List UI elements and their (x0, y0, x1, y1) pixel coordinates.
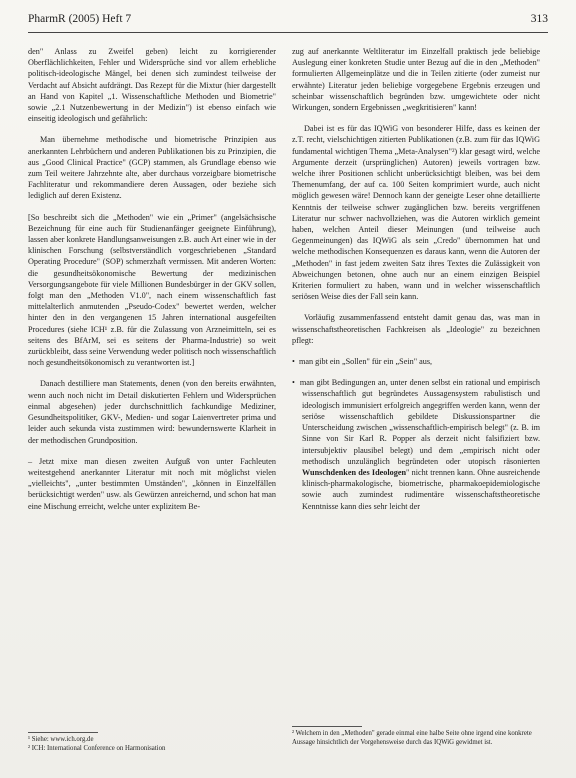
footnote-rule-right (292, 726, 362, 727)
footnote-1: ¹ Siehe: www.ich.org.de (28, 736, 94, 743)
bullet-2-emphasis: Wunschdenken des Ideologen (302, 467, 407, 477)
header-rule (28, 32, 548, 33)
left-paragraph-3: [So beschreibt sich die „Methoden" wie ein „Primer" (angelsächsische Bezeichnung für eine auch für Studienanfänger geeignete Einführung), lassen aber konkrete Handlungsanweisungen z.B. auch Art einer wie in der klinischen Forschung (selbstverständlich vorgeschriebenen „Standard Operating Procedure" (SOP) schmerzhaft vermissen. Mit anderen Worten: die gesundheitsökonomische Bewertung der medizinischen Versorgungsangebote für viele Millionen Bundesbürger in der GKV sollen, folgt man den „Methoden V1.0", nach einem wissenschaftlich fast mittelalterlich anmutenden „Pseudo-Codex" bewertet werden, welcher hinter den in den vergangenen 15 Jahren international ausgefeilten Procedures (siehe ICH¹ z.B. für die Zulassung von Arzneimitteln, sei es seitens des BfArM, sei es seitens der Pharma-Industrie) so weit zurückbleibt, dass seine Verwendung weder politisch noch wissenschaftlich noch gesundheitsökonomisch zu verantworten ist.] (28, 212, 276, 368)
bullet-item-1: • man gibt ein „Sollen" für ein „Sein" aus, (292, 356, 540, 367)
right-paragraph-1: zug auf anerkannte Weltliteratur im Einzelfall praktisch jede beliebige Auslegung einer konkreten Studie unter Bezug auf die in den „Methoden" formulierten Allgemeinplätze und die in Teilen zitierte (oder zumeist nur erwähnte) Literatur jeden beliebige vorgegebene Ergebnis erzeugen und scheinbar wissenschaftlich begründen bzw. umgewichtete oder nicht Wirkungen, sondern Ergebnissen „wegkritisieren" kann! (292, 47, 540, 113)
left-paragraph-2: Man übernehme methodische und biometrische Prinzipien aus anerkannten Lehrbüchern und anderen Publikationen bis zu Prinzipien, die aus „Good Clinical Practice" (GCP) stammen, als Grundlage ebenso wie zum Teil weitere Jahrzehnte alte, aber durchaus vorzeigbare biometrische Fachliteratur und rekommandiere deren Aussagen, oder beziehe sich lediglich auf deren Existenz. (28, 135, 276, 201)
footnote-2: ² ICH: International Conference on Harmonisation (28, 744, 166, 752)
page-header (28, 10, 548, 28)
right-footnotes (292, 726, 540, 747)
footnote-3: ² Welchem in den „Methoden" gerade einmal eine halbe Seite ohne irgend eine konkrete Aussage hinsichtlich der Vorgehensweise durch das IQWiG gewidmet ist. (292, 730, 532, 746)
left-paragraph-1: den" Anlass zu Zweifel geben) leicht zu korrigierender Oberflächlichkeiten, Fehler und Widersprüche sind vor allem erhebliche politisch-ideologische Mängel, bei denen sich zumindest teilweise der Verdacht auf Absicht aufdrängt. Das Rezept für die Mixtur (hier dargestellt an Hand von Kapitel „1. Wissenschaftliche Methoden und Biometrie" sowie „2.1 Nutzenbewertung in der Medizin") ist ebenso einfach wie einseitig ideologisch und gefährlich: (28, 47, 276, 124)
left-footnotes (28, 732, 276, 753)
bullet-2-text-b: " nicht trennen kann. Ohne ausreichende klinisch-pharmakologische, biometrische, pharmakoepidemiologische sowie auch zumindest rudimentäre wissenschaftstheoretische Kenntnisse kann dies sehr leicht der (302, 467, 540, 511)
bullet-2-text-a: man gibt Bedingungen an, unter denen selbst ein rational und empirisch wissenschaftlich gut begründetes Aussagensystem rabulistisch und ideologisch immunisiert erfolgreich angegriffen werden kann, wenn der seriöse wissenschaftlich gebildete Diskussionspartner die Unterscheidung zwischen „wissenschaftlich-empirisch belegt" (z. B. im Sinne von Sir Karl R. Popper als derzeit nicht falsifiziert bzw. intersubjektiv plausibel belegt) und dem „empirisch nicht oder methodisch unzulänglich begründeten oder utopisch räsonierten (299, 378, 540, 466)
left-paragraph-5: – Jetzt mixe man diesen zweiten Aufguß von unter Fachleuten weitestgehend anerkannter Literatur mit noch mit möglichst vielen „vielleichts", „unter bestimmten Umständen", „können in Einzelfällen berücksichtigt werden" usw. als Gewürzen anreichernd, und schon hat man eine Mischung erreicht, welche unter explizitem Be- (28, 456, 276, 511)
journal-title: PharmR (2005) Heft 7 (28, 13, 132, 25)
bullet-item-2 (292, 377, 540, 511)
page-number: 313 (530, 13, 548, 25)
right-paragraph-3: Vorläufig zusammenfassend entsteht damit genau das, was man in wissenschaftstheoretischen Fachkreisen als „Ideologie" zu bezeichnen pflegt: (292, 313, 540, 345)
left-paragraph-4: Danach destilliere man Statements, denen (von den bereits erwähnten, wenn auch noch nicht im Detail diskutierten Fehlern und Widersprüchen einmal abgesehen) jeder durchschnittlich fachkundige Mediziner, Gesundheitspolitiker, GKV-, Medien- und sogar Laienvertreter prima und leider auch sekunda vista zustimmen wird: bewundernswerte Klarheit in der methodischen Grundposition. (28, 379, 276, 445)
right-paragraph-2: Dabei ist es für das IQWiG von besonderer Hilfe, dass es keinen der z.T. recht, vielschichtigen zitierten Publikationen (z.B. zum für das IQWiG fundamental wichtigen Thema „Meta-Analysen"²) klar gesagt wird, welche Argumente derzeit (ursprünglichen) Autoren) jeweils vortragen bzw. welche ihrer Positionen schlicht unberücksichtigt bleiben, was bei dem Themenumfang, der auf ca. 100 Seiten komprimiert wurde, auch nicht möglich gewesen wäre! Dennoch kann der geneigte Leser ohne detaillierte Kenntnis der teilweise schwer zugänglichen bzw. bereits vergriffenen Literatur nur schwer nachvollziehen, was die Autoren wirklich gemeint haben, welchen Anteil dieser Meinungen (und teilweise auch Gegenmeinungen) das IQWiG als sein „Credo" übernommen hat und welche methodischen Konsequenzen es daraus kann, wenn die Autoren der „Methoden" in fast jedem zweiten Satz ihres Textes die Zulässigkeit von Abweichungen betonen, ohne auch nur an einem einzigen Beispiel Kriterien formuliert zu haben, wann und in welcher wissenschaftlich seriösen Weise dies der Fall sein kann. (292, 124, 540, 302)
footnote-rule (28, 732, 98, 733)
left-column (28, 46, 276, 522)
right-column (292, 46, 540, 522)
